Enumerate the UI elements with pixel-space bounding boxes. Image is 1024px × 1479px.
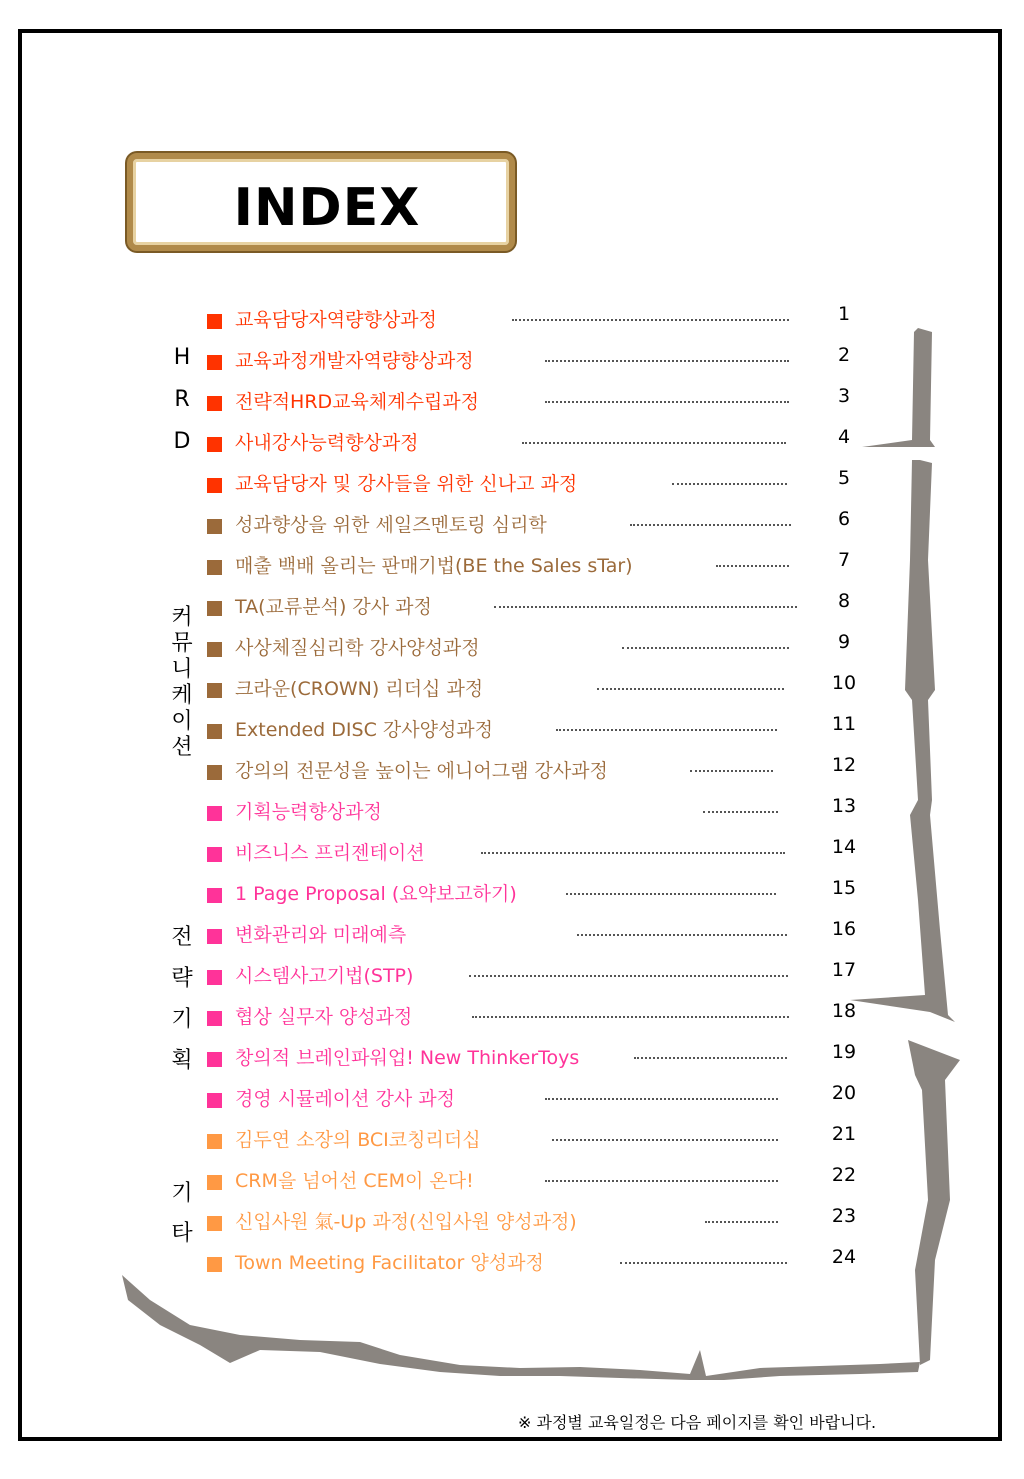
dot-leader xyxy=(556,729,777,731)
index-item-label: 성과향상을 위한 세일즈멘토링 심리학 xyxy=(235,514,547,536)
index-item-label: 시스템사고기법(STP) xyxy=(235,965,414,987)
page-number: 5 xyxy=(837,467,851,489)
page-number: 2 xyxy=(837,344,851,366)
page-number: 14 xyxy=(831,836,857,858)
index-item-label: 크라운(CROWN) 리더십 과정 xyxy=(235,678,484,700)
page-number: 22 xyxy=(831,1164,857,1186)
section-label-communication: 뮤 xyxy=(171,631,193,656)
index-item-label: 전략적HRD교육체계수립과정 xyxy=(235,391,480,413)
page-title: INDEX xyxy=(233,178,421,238)
dot-leader xyxy=(705,1221,778,1223)
index-item-label: 비즈니스 프리젠테이션 xyxy=(235,842,425,864)
dot-leader xyxy=(481,852,785,854)
page-number: 23 xyxy=(831,1205,857,1227)
bullet-square-icon xyxy=(207,355,222,370)
dot-leader xyxy=(494,606,797,608)
section-label-hrd: H xyxy=(173,345,191,370)
section-label-strategy: 획 xyxy=(171,1048,193,1073)
bullet-square-icon xyxy=(207,806,222,821)
page-number: 20 xyxy=(831,1082,857,1104)
index-item-label: 1 Page Proposal (요약보고하기) xyxy=(235,883,517,905)
section-label-hrd: R xyxy=(174,387,190,412)
section-label-etc: 기 xyxy=(171,1181,193,1206)
section-label-hrd: D xyxy=(173,429,191,454)
page-number: 15 xyxy=(831,877,857,899)
bullet-square-icon xyxy=(207,642,222,657)
dot-leader xyxy=(552,1139,778,1141)
bullet-square-icon xyxy=(207,888,222,903)
index-item-label: 김두연 소장의 BCI코칭리더십 xyxy=(235,1129,481,1151)
index-item-label: 강의의 전문성을 높이는 에니어그램 강사과정 xyxy=(235,760,608,782)
dot-leader xyxy=(566,893,776,895)
index-item-label: 기획능력향상과정 xyxy=(235,801,382,823)
page-number: 8 xyxy=(837,590,851,612)
page-number: 11 xyxy=(831,713,857,735)
bullet-square-icon xyxy=(207,724,222,739)
bullet-square-icon xyxy=(207,478,222,493)
section-label-communication: 커 xyxy=(171,605,193,630)
footnote: ※ 과정별 교육일정은 다음 페이지를 확인 바랍니다. xyxy=(518,1413,877,1432)
dot-leader xyxy=(597,688,784,690)
section-label-communication: 케 xyxy=(171,683,193,708)
bullet-square-icon xyxy=(207,396,222,411)
page-number: 12 xyxy=(831,754,857,776)
bullet-square-icon xyxy=(207,1134,222,1149)
dot-leader xyxy=(622,647,789,649)
page-number: 13 xyxy=(831,795,857,817)
section-label-strategy: 기 xyxy=(171,1007,193,1032)
page-number: 6 xyxy=(837,508,851,530)
page-number: 4 xyxy=(837,426,851,448)
bullet-square-icon xyxy=(207,314,222,329)
bullet-square-icon xyxy=(207,929,222,944)
page-number: 21 xyxy=(831,1123,857,1145)
section-label-communication: 이 xyxy=(171,709,193,734)
dot-leader xyxy=(703,811,778,813)
page-number: 9 xyxy=(837,631,851,653)
page-number: 24 xyxy=(831,1246,857,1268)
bullet-square-icon xyxy=(207,847,222,862)
index-item-label: TA(교류분석) 강사 과정 xyxy=(235,596,432,618)
page-number: 16 xyxy=(831,918,857,940)
index-item-label: 매출 백배 올리는 판매기법(BE the Sales sTar) xyxy=(235,555,633,577)
index-item-label: 교육담당자 및 강사들을 위한 신나고 과정 xyxy=(235,473,578,495)
bullet-square-icon xyxy=(207,970,222,985)
bullet-square-icon xyxy=(207,519,222,534)
dot-leader xyxy=(630,524,791,526)
page-number: 18 xyxy=(831,1000,857,1022)
section-label-communication: 니 xyxy=(171,657,193,682)
bullet-square-icon xyxy=(207,1175,222,1190)
dot-leader xyxy=(690,770,773,772)
index-item-label: 협상 실무자 양성과정 xyxy=(235,1006,413,1028)
dot-leader xyxy=(545,1180,778,1182)
bullet-square-icon xyxy=(207,1052,222,1067)
page-number: 3 xyxy=(837,385,851,407)
index-item-label: 교육과정개발자역량향상과정 xyxy=(235,350,474,372)
page-number: 7 xyxy=(837,549,851,571)
bullet-square-icon xyxy=(207,601,222,616)
bullet-square-icon xyxy=(207,1011,222,1026)
index-item-label: 창의적 브레인파워업! New ThinkerToys xyxy=(235,1047,580,1069)
index-item-label: 경영 시뮬레이션 강사 과정 xyxy=(235,1088,456,1110)
index-item-label: 신입사원 氣-Up 과정(신입사원 양성과정) xyxy=(235,1211,577,1233)
bullet-square-icon xyxy=(207,560,222,575)
dot-leader xyxy=(472,1016,789,1018)
index-item-label: 사내강사능력향상과정 xyxy=(235,432,419,454)
section-label-strategy: 전 xyxy=(171,925,193,950)
dot-leader xyxy=(672,483,787,485)
bullet-square-icon xyxy=(207,1216,222,1231)
dot-leader xyxy=(577,934,787,936)
index-item-label: 교육담당자역량향상과정 xyxy=(235,309,437,331)
dot-leader xyxy=(512,319,789,321)
bullet-square-icon xyxy=(207,1257,222,1272)
page-number: 19 xyxy=(831,1041,857,1063)
section-label-strategy: 략 xyxy=(171,966,193,991)
index-item-label: Town Meeting Facilitator 양성과정 xyxy=(235,1252,544,1274)
index-title-box xyxy=(127,153,515,251)
section-label-etc: 타 xyxy=(171,1221,193,1246)
index-item-label: 변화관리와 미래예측 xyxy=(235,924,407,946)
dot-leader xyxy=(545,401,789,403)
dot-leader xyxy=(620,1262,787,1264)
dot-leader xyxy=(545,1098,778,1100)
index-item-label: Extended DISC 강사양성과정 xyxy=(235,719,494,741)
page-number: 17 xyxy=(831,959,857,981)
bullet-square-icon xyxy=(207,765,222,780)
section-label-communication: 션 xyxy=(171,735,193,760)
page-number: 10 xyxy=(831,672,857,694)
bullet-square-icon xyxy=(207,1093,222,1108)
page-number: 1 xyxy=(837,303,851,325)
dot-leader xyxy=(522,442,786,444)
dot-leader xyxy=(469,975,788,977)
bullet-square-icon xyxy=(207,437,222,452)
bullet-square-icon xyxy=(207,683,222,698)
dot-leader xyxy=(634,1057,787,1059)
dot-leader xyxy=(545,360,789,362)
index-item-label: 사상체질심리학 강사양성과정 xyxy=(235,637,480,659)
index-item-label: CRM을 넘어선 CEM이 온다! xyxy=(235,1170,474,1192)
dot-leader xyxy=(716,565,789,567)
